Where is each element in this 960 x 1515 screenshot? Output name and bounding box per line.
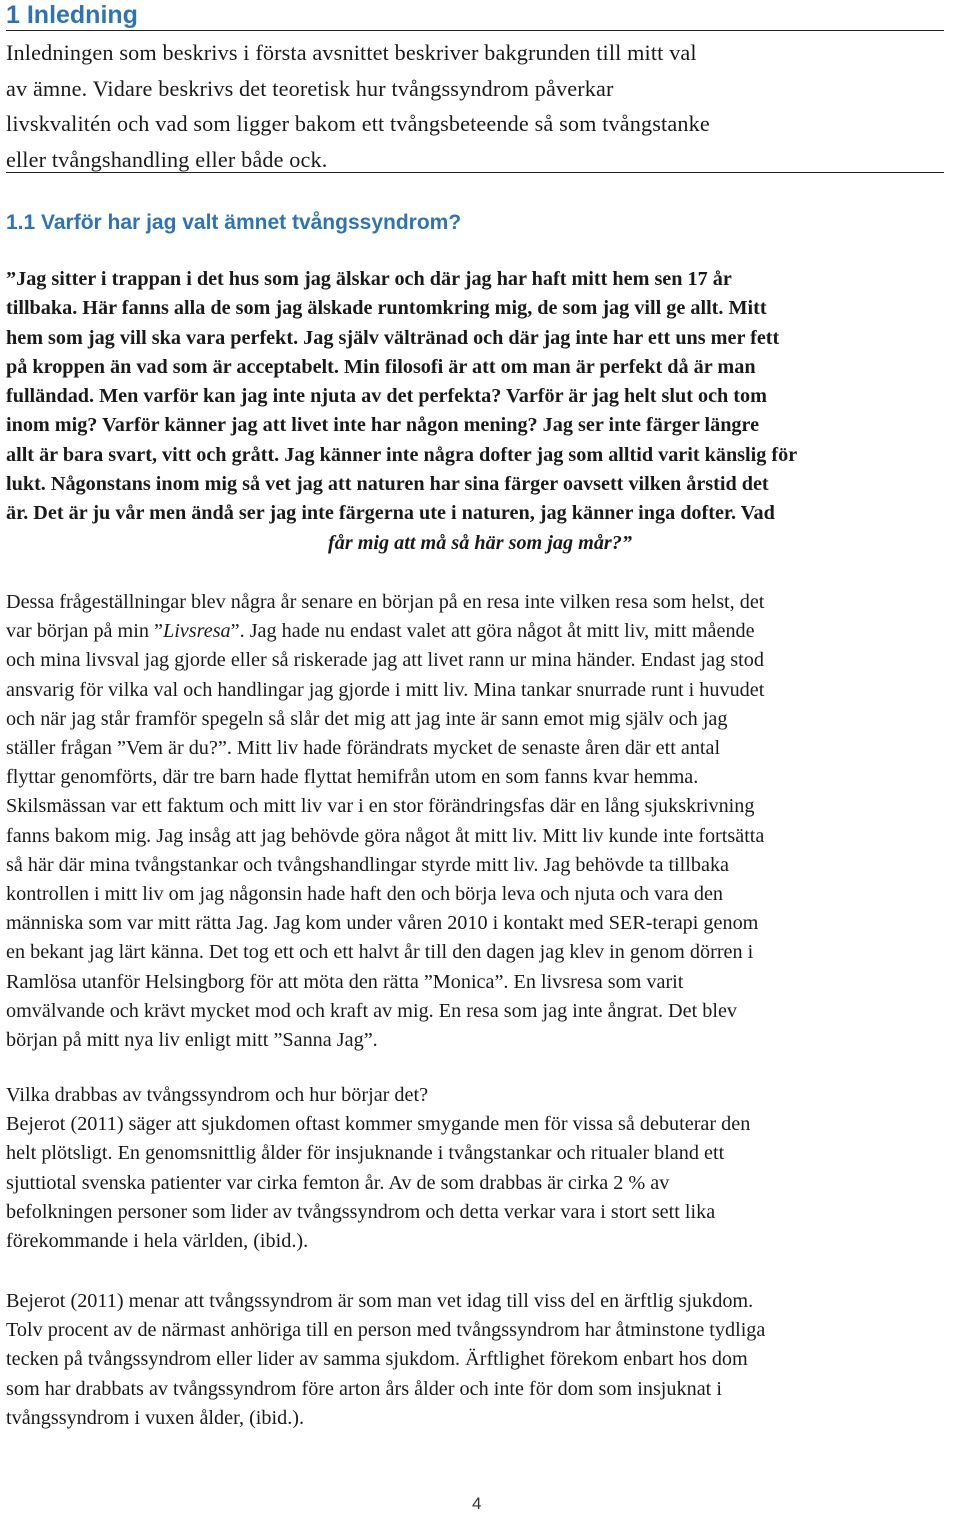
paragraph-line: ställer frågan ”Vem är du?”. Mitt liv hade förändrats mycket de senaste åren där ett antal — [6, 737, 721, 760]
paragraph-line: Bejerot (2011) menar att tvångssyndrom är som man vet idag till viss del en ärftlig sjukdom. — [6, 1290, 754, 1312]
paragraph-line: och när jag står framför spegeln så slår det mig att jag inte är sann emot mig själv och jag — [6, 707, 728, 730]
paragraph-line: förekommande i hela världen, (ibid.). — [6, 1230, 309, 1253]
paragraph-livsresa — [6, 588, 956, 1055]
quote-line: tillbaka. Här fanns alla de som jag älskade runtomkring mig, de som jag vill ge allt. Mitt — [6, 297, 767, 320]
quote-line: ”Jag sitter i trappan i det hus som jag älskar och där jag har haft mitt hem sen 17 år — [6, 268, 732, 290]
heading-rule-bottom — [6, 172, 944, 173]
paragraph-line: Tolv procent av de närmast anhöriga till en person med tvångssyndrom har åtminstone tydliga — [6, 1319, 766, 1342]
chapter-heading: 1 Inledning — [6, 1, 138, 29]
paragraph-line: Ramlösa utanför Helsingborg för att möta den rätta ”Monica”. En livsresa som varit — [6, 970, 684, 993]
emphasis-livsresa: Livsresa — [162, 620, 231, 643]
paragraph-line: tvångssyndrom i vuxen ålder, (ibid.). — [6, 1406, 305, 1429]
paragraph-line: kontrollen i mitt liv om jag någonsin hade haft den och börja leva och njuta och vara den — [6, 883, 724, 906]
quote-line: allt är bara svart, vitt och grått. Jag känner inte några dofter jag som alltid varit känslig för — [6, 443, 798, 466]
intro-line: livskvalitén och vad som ligger bakom ett tvångsbeteende så som tvångstanke — [6, 111, 710, 136]
paragraph-line: en bekant jag lärt känna. Det tog ett och ett halvt år till den dagen jag klev in genom dörren i — [6, 941, 754, 964]
quote-line-final: får mig att må så här som jag mår?” — [328, 531, 632, 554]
paragraph-line: Dessa frågeställningar blev några år senare en början på en resa inte vilken resa som helst, det — [6, 591, 765, 613]
paragraph-line: omvälvande och krävt mycket mod och kraft av mig. En resa som jag inte ångrat. Det blev — [6, 999, 738, 1022]
paragraph-line: Skilsmässan var ett faktum och mitt liv var i en stor förändringsfas där en lång sjukskrivning — [6, 795, 755, 818]
paragraph-line: Vilka drabbas av tvångssyndrom och hur börjar det? — [6, 1084, 429, 1106]
paragraph-line: befolkningen personer som lider av tvångssyndrom och detta verkar vara i stort sett lika — [6, 1200, 716, 1223]
paragraph-line: tecken på tvångssyndrom eller lider av samma sjukdom. Ärftlighet förekom enbart hos dom — [6, 1348, 748, 1371]
quote-block — [6, 265, 954, 558]
paragraph-line: helt plötsligt. En genomsnittlig ålder för insjuknande i tvångstankar och ritualer bland ett — [6, 1142, 725, 1165]
paragraph-line: fanns bakom mig. Jag insåg att jag behövde göra något åt mitt liv. Mitt liv kunde inte fortsätta — [6, 824, 765, 847]
page-number: 4 — [472, 1494, 482, 1513]
quote-line: hem som jag vill ska vara perfekt. Jag själv vältränad och där jag inte har ett uns mer fett — [6, 326, 780, 349]
paragraph-line: början på mitt nya liv enligt mitt ”Sanna Jag”. — [6, 1029, 378, 1052]
paragraph-line: Bejerot (2011) säger att sjukdomen oftast kommer smygande men för vissa så debuterar den — [6, 1113, 751, 1136]
quote-line: lukt. Någonstans inom mig så vet jag att naturen har sina färger oavsett vilken årstid det — [6, 473, 769, 496]
paragraph-line: sjuttiotal svenska patienter var cirka femton år. Av de som drabbas är cirka 2 % av — [6, 1171, 670, 1194]
quote-line: är. Det är ju vår men ändå ser jag inte färgerna ute i naturen, jag känner inga dofter. Vad — [6, 502, 775, 525]
intro-line: eller tvångshandling eller både ock. — [6, 146, 328, 172]
intro-line: Inledningen som beskrivs i första avsnittet beskriver bakgrunden till mitt val — [6, 40, 697, 65]
paragraph-arftlighet — [6, 1287, 956, 1433]
paragraph-line: och mina livsval jag gjorde eller så riskerade jag att livet rann ur mina händer. Endast jag stod — [6, 649, 764, 672]
intro-line: av ämne. Vidare beskrivs det teoretisk hur tvångssyndrom påverkar — [6, 75, 614, 101]
quote-line: på kroppen än vad som är acceptabelt. Min filosofi är att om man är perfekt då är man — [6, 355, 756, 378]
paragraph-line: var början på min ”Livsresa”. Jag hade nu endast valet att göra något åt mitt liv, mitt mående — [6, 620, 755, 643]
section-heading: 1.1 Varför har jag valt ämnet tvångssyndrom? — [6, 211, 462, 234]
paragraph-line: ansvarig för vilka val och handlingar jag gjorde i mitt liv. Mina tankar snurrade runt i huvudet — [6, 678, 765, 701]
paragraph-vilka-drabbas — [6, 1081, 956, 1256]
quote-line: fulländad. Men varför kan jag inte njuta av det perfekta? Varför är jag helt slut och tom — [6, 385, 767, 408]
paragraph-line: som har drabbats av tvångssyndrom före arton års ålder och inte för dom som insjuknat i — [6, 1377, 722, 1400]
paragraph-line: så här där mina tvångstankar och tvångshandlingar styrde mitt liv. Jag behövde ta tillbaka — [6, 853, 729, 876]
paragraph-line: flyttar genomförts, där tre barn hade flyttat hemifrån utom en som fanns kvar hemma. — [6, 766, 699, 789]
paragraph-line: människa som var mitt rätta Jag. Jag kom under våren 2010 i kontakt med SER-terapi genom — [6, 912, 759, 935]
heading-rule-top — [6, 30, 944, 31]
intro-paragraph — [6, 35, 946, 177]
quote-line: inom mig? Varför känner jag att livet inte har någon mening? Jag ser inte färger längre — [6, 414, 760, 437]
